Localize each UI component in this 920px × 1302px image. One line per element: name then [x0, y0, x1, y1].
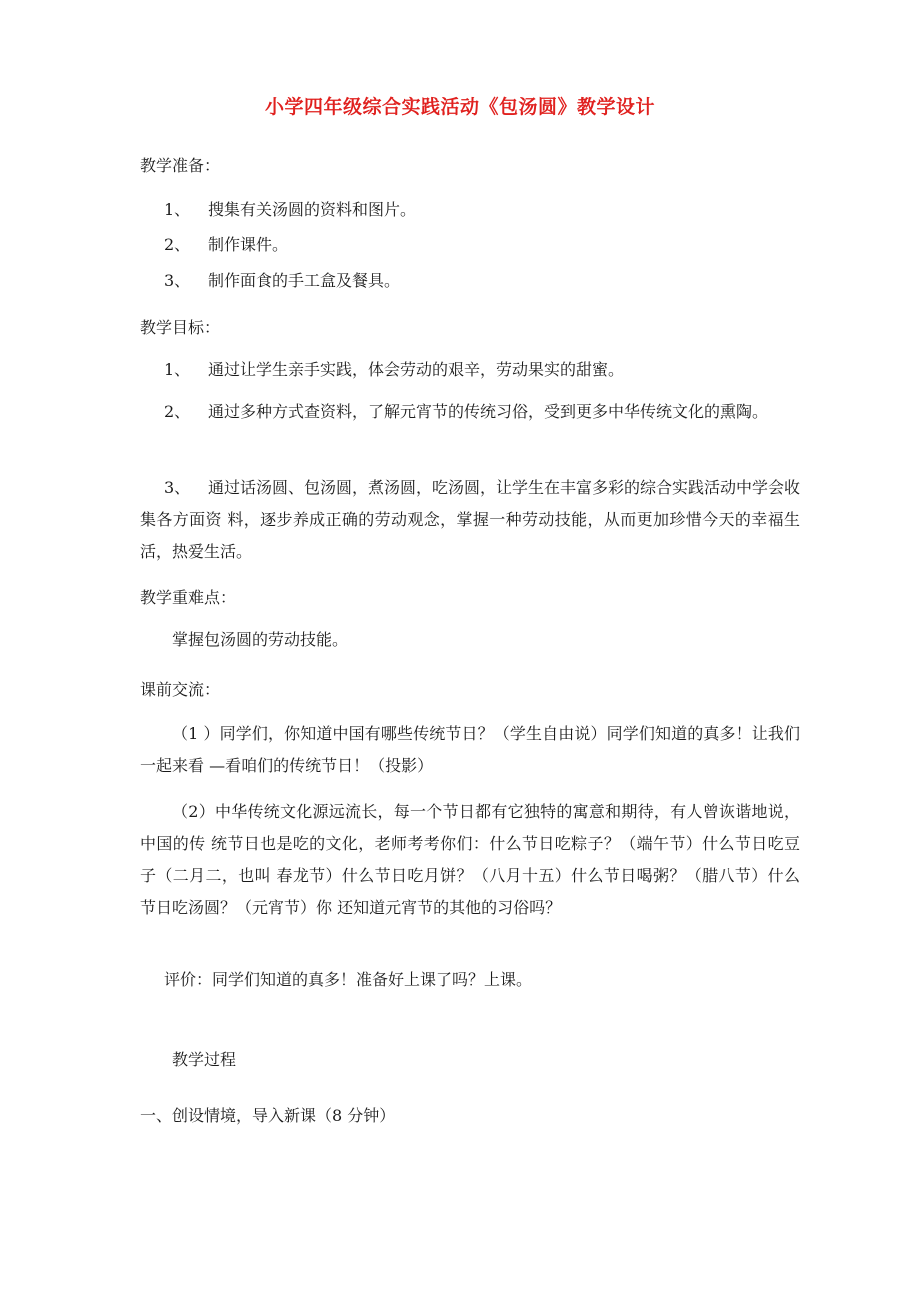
list-item-text: 通过话汤圆、包汤圆，煮汤圆，吃汤圆，让学生在丰富多彩的综合实践活动中学会收集各方面资 料，逐步养成正确的劳动观念，掌握一种劳动技能，从而更加珍惜今天的幸福生活，热爱生活。: [140, 478, 801, 561]
list-item: [164, 265, 824, 297]
preclass-paragraph-1: （1 ）同学们，你知道中国有哪些传统节日？（学生自由说）同学们知道的真多！让我们一起来看 —看咱们的传统节日！（投影）: [140, 724, 800, 775]
list-item-text: 通过让学生亲手实践，体会劳动的艰辛，劳动果实的甜蜜。: [208, 360, 625, 379]
list-item: [164, 194, 824, 226]
list-item-number: 3、: [164, 478, 191, 497]
preclass-paragraph-2: （2）中华传统文化源远流长，每一个节日都有它独特的寓意和期待，有人曾诙谐地说，中国的传 统节日也是吃的文化，老师考考你们：什么节日吃粽子？（端午节）什么节日吃豆子（二月二，也叫 春龙节）什么节日吃月饼？（八月十五）什么节日喝粥？（腊八节）什么节日吃汤圆？（元宵节）你 还知道元宵节的其他的习俗吗？: [140, 802, 800, 917]
list-item: [164, 229, 824, 261]
list-item: [140, 396, 800, 428]
evaluation-text: 评价：同学们知道的真多！准备好上课了吗？上课。: [164, 970, 533, 989]
section-heading-prep: 教学准备：: [140, 156, 221, 175]
list-item-number: 1、: [164, 360, 191, 379]
list-item: [164, 354, 824, 386]
list-item: [140, 472, 800, 568]
list-item-number: 1、: [164, 200, 191, 219]
document-title: 小学四年级综合实践活动《包汤圆》教学设计: [264, 96, 655, 118]
list-item-number: 2、: [164, 235, 191, 254]
keypoints-text: 掌握包汤圆的劳动技能。: [172, 630, 349, 649]
process-step-1: 一、创设情境，导入新课（8 分钟）: [140, 1106, 396, 1125]
list-item-text: 制作面食的手工盒及餐具。: [208, 271, 401, 290]
section-heading-preclass: 课前交流：: [140, 680, 221, 699]
section-heading-process: 教学过程: [172, 1050, 237, 1069]
section-heading-goals: 教学目标：: [140, 318, 221, 337]
list-item-text: 搜集有关汤圆的资料和图片。: [208, 200, 417, 219]
list-item-number: 2、: [164, 402, 191, 421]
list-item-number: 3、: [164, 271, 191, 290]
list-item-text: 制作课件。: [208, 235, 289, 254]
section-heading-keypoints: 教学重难点：: [140, 588, 237, 607]
list-item-text: 通过多种方式查资料，了解元宵节的传统习俗，受到更多中华传统文化的熏陶。: [208, 402, 769, 421]
